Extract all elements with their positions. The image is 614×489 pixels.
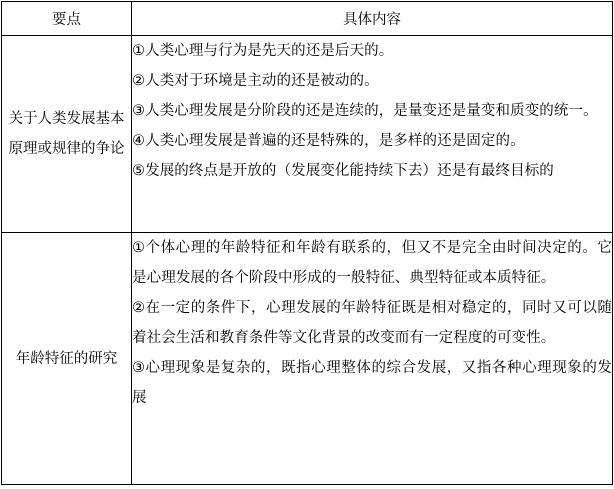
table-row: [2, 233, 613, 485]
row-content-cell: [132, 36, 613, 233]
content-item: ⑤发展的终点是开放的（发展变化能持续下去）还是有最终目标的: [132, 163, 554, 179]
header-content: 具体内容: [132, 2, 613, 36]
content-item: ②在一定的条件下，心理发展的年龄特征既是相对稳定的，同时又可以随着社会生活和教育条件等文化背景的改变而有一定程度的可变性。: [132, 300, 612, 346]
content-item: ③心理现象是复杂的，既指心理整体的综合发展，又指各种心理现象的发展: [132, 360, 612, 406]
table-row: [2, 36, 613, 233]
content-item: ③人类心理发展是分阶段的还是连续的，是量变还是量变和质变的统一。: [132, 103, 598, 119]
header-row: [2, 2, 613, 36]
header-key: 要点: [2, 2, 132, 36]
content-item: ①人类心理与行为是先天的还是后天的。: [132, 43, 394, 59]
content-item: ②人类对于环境是主动的还是被动的。: [132, 73, 379, 89]
content-table: [1, 1, 613, 485]
content-item: ④人类心理发展是普遍的还是特殊的，是多样的还是固定的。: [132, 133, 525, 149]
row-key-cell: 年龄特征的研究: [2, 233, 132, 485]
row-content-cell: [132, 233, 613, 485]
row-key-cell: 关于人类发展基本原理或规律的争论: [2, 36, 132, 233]
content-item: ①个体心理的年龄特征和年龄有联系的，但又不是完全由时间决定的。它是心理发展的各个阶段中形成的一般特征、典型特征或本质特征。: [132, 240, 612, 286]
